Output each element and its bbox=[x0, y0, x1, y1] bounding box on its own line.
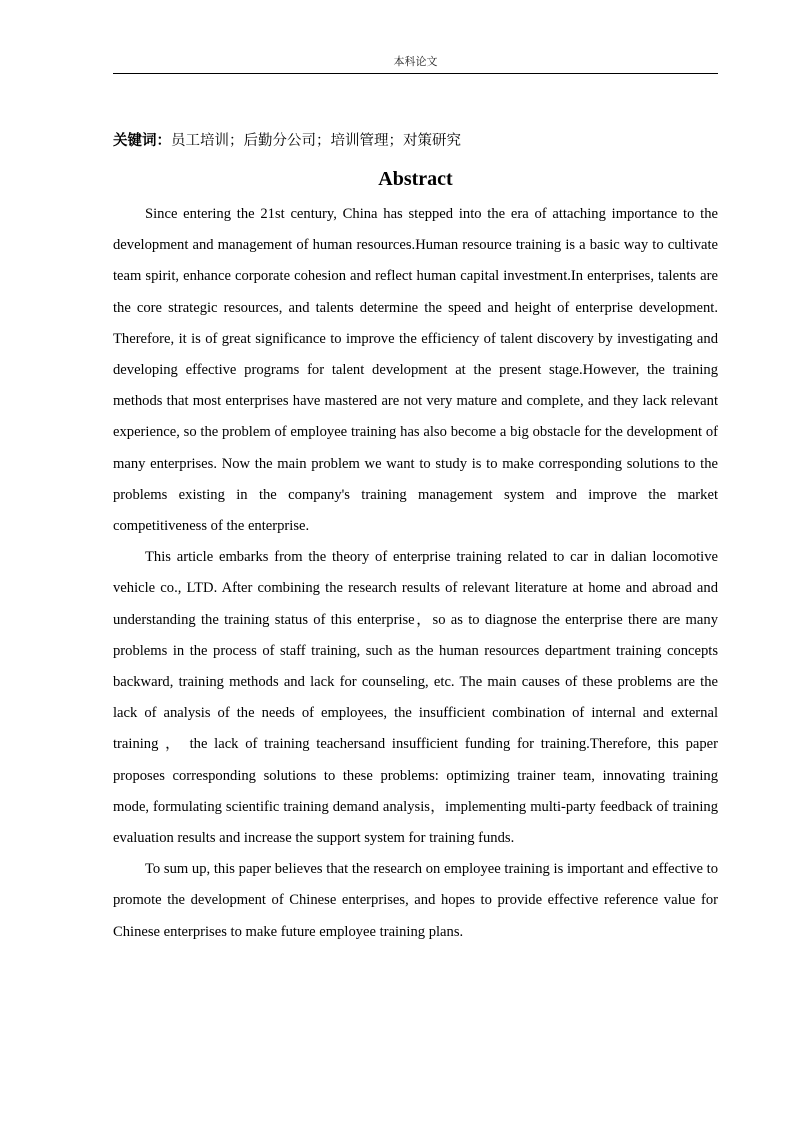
keywords-text: 员工培训；后勤分公司；培训管理；对策研究 bbox=[171, 133, 461, 149]
keywords-line bbox=[113, 131, 718, 151]
abstract-paragraph: This article embarks from the theory of enterprise training related to car in dalian locomotive vehicle co., LTD. After combining the research results of relevant literature at home and abroad and understanding the training status of this enterprise，so as to diagnose the enterprise there are many problems in the process of staff training, such as the human resources department training concepts backward, training methods and lack for counseling, etc. The main causes of these problems are the lack of analysis of the needs of employees, the insufficient combination of internal and external training ， the lack of training teachersand insufficient funding for training.Therefore, this paper proposes corresponding solutions to these problems: optimizing trainer team, innovating training mode, formulating scientific training demand analysis，implementing multi-party feedback of training evaluation results and increase the support system for training funds. bbox=[113, 549, 718, 847]
running-header: 本科论文 bbox=[393, 56, 438, 68]
abstract-title: Abstract bbox=[378, 168, 453, 190]
abstract-body bbox=[113, 199, 718, 948]
abstract-paragraph: Since entering the 21st century, China has stepped into the era of attaching importance to the development and management of human resources.Human resource training is a basic way to cultivate team spirit, enhance corporate cohesion and reflect human capital investment.In enterprises, talents are the core strategic resources, and talents determine the speed and height of enterprise development. Therefore, it is of great significance to improve the efficiency of talent discovery by investigating and developing effective programs for talent development at the present stage.However, the training methods that most enterprises have mastered are not very mature and complete, and they lack relevant experience, so the problem of employee training has also become a big obstacle for the development of many enterprises. Now the main problem we want to study is to make corresponding solutions to the problems existing in the company's training management system and improve the market competitiveness of the enterprise. bbox=[113, 206, 718, 535]
abstract-paragraph: To sum up, this paper believes that the research on employee training is important and effective to promote the development of Chinese enterprises, and hopes to provide effective reference value for Chinese enterprises to make future employee training plans. bbox=[113, 861, 718, 940]
keywords-label: 关键词： bbox=[113, 133, 171, 149]
header-rule bbox=[113, 73, 718, 74]
